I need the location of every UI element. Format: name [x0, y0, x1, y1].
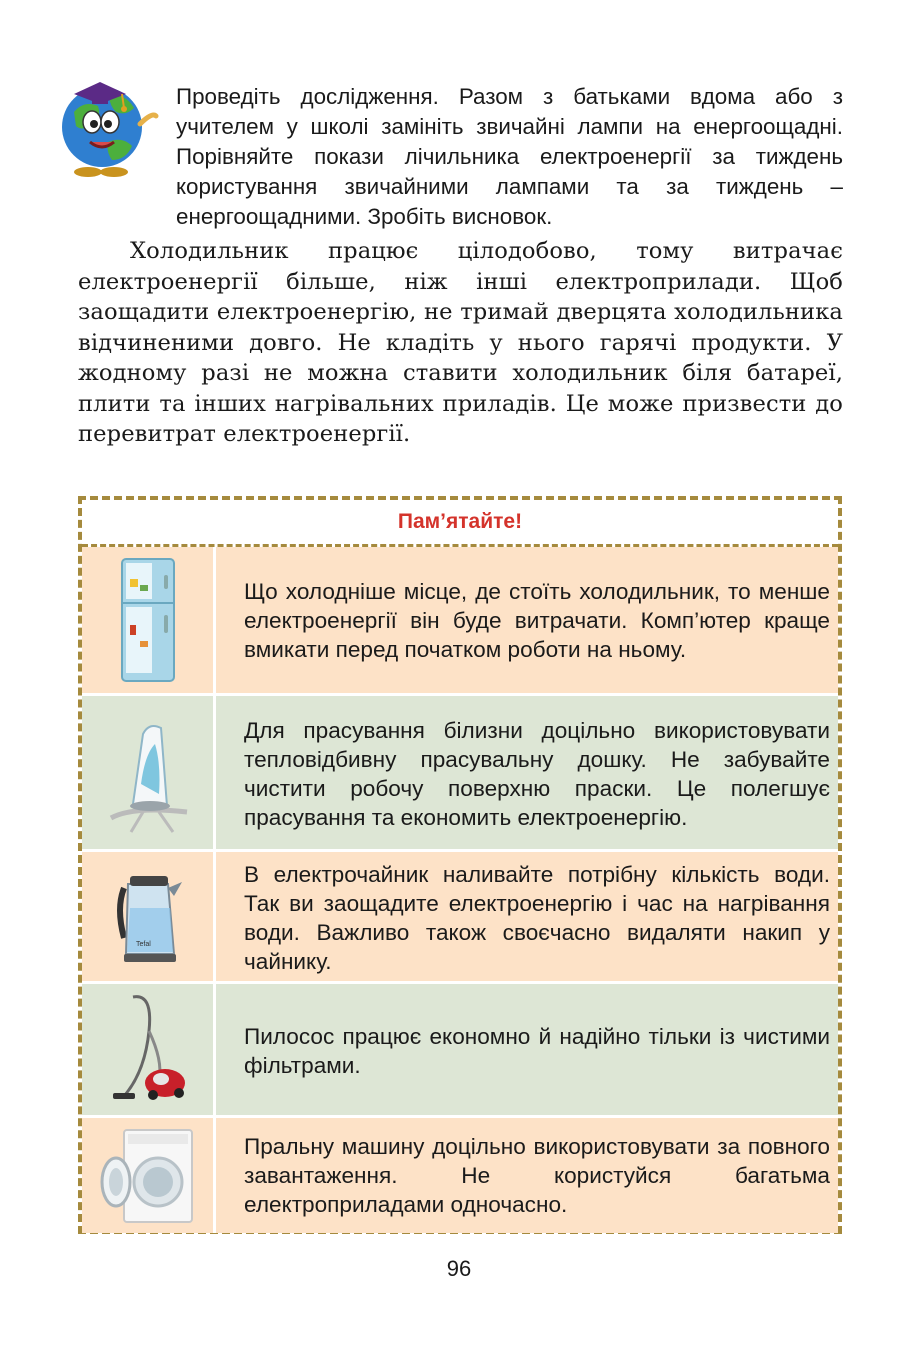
refrigerator-paragraph [78, 236, 843, 450]
vacuum-cleaner-image [82, 984, 216, 1118]
remember-title: Пам’ятайте! [82, 500, 838, 547]
tip-text: Для прасування білизни доцільно використовувати тепловідбивну прасувальну дошку. Не забувайте чистити робочу поверхню праски. Це полегшує прасування та економить електроенергію. [244, 718, 830, 830]
globe-mascot-icon [52, 72, 162, 182]
tip-row-vacuum-cleaner [82, 981, 838, 1118]
remember-box [78, 496, 842, 1234]
page-number: 96 [446, 1256, 472, 1281]
washing-machine-icon [98, 1126, 198, 1226]
tip-row-washing-machine [82, 1115, 838, 1233]
refrigerator-image [82, 547, 216, 693]
tip-text: В електрочайник наливайте потрібну кількість води. Так ви заощадите електроенергію і час на нагрівання води. Важливо також своєчасно видаляти накип у чайнику. [244, 862, 830, 974]
tip-row-kettle [82, 849, 838, 984]
kettle-image [82, 852, 216, 984]
tip-row-iron [82, 693, 838, 852]
iron-icon [103, 714, 193, 834]
tip-text: Пилосос працює економно й надійно тільки із чистими фільтрами. [244, 1024, 830, 1078]
washing-machine-image [82, 1118, 216, 1233]
tip-text: Що холодніше місце, де стоїть холодильник, то менше електроенергії він буде витрачати. Комп’ютер краще вмикати перед початком роботи на ньому. [244, 578, 830, 662]
kettle-icon [108, 868, 188, 968]
tip-text: Пральну машину доцільно використовувати за повного завантаження. Не користуйся багатьма електроприладами одночасно. [244, 1134, 830, 1217]
iron-image [82, 696, 216, 852]
research-task-text: Проведіть дослідження. Разом з батьками вдома або з учителем у школі замініть звичайні лампи на енергоощадні. Порівняйте покази лічильника електроенергії за тиждень користування звичайними лампами та за тиждень – енергоощадними. Зробіть висновок. [176, 84, 843, 229]
vacuum-cleaner-icon [103, 991, 193, 1111]
refrigerator-icon [116, 555, 180, 685]
tip-row-refrigerator [82, 547, 838, 693]
paragraph-text: Холодильник працює цілодобово, тому витрачає електроенергії більше, ніж інші електроприлади. Щоб заощадити електроенергію, не тримай дверцята холодильника відчиненими довго. Не кладіть у нього гарячі продукти. У жодному разі не можна ставити холодильник біля батареї, плити та інших нагрівальних приладів. Це може призвести до перевитрат електроенергії. [78, 238, 843, 447]
kettle-brand: Tefal [135, 941, 151, 948]
